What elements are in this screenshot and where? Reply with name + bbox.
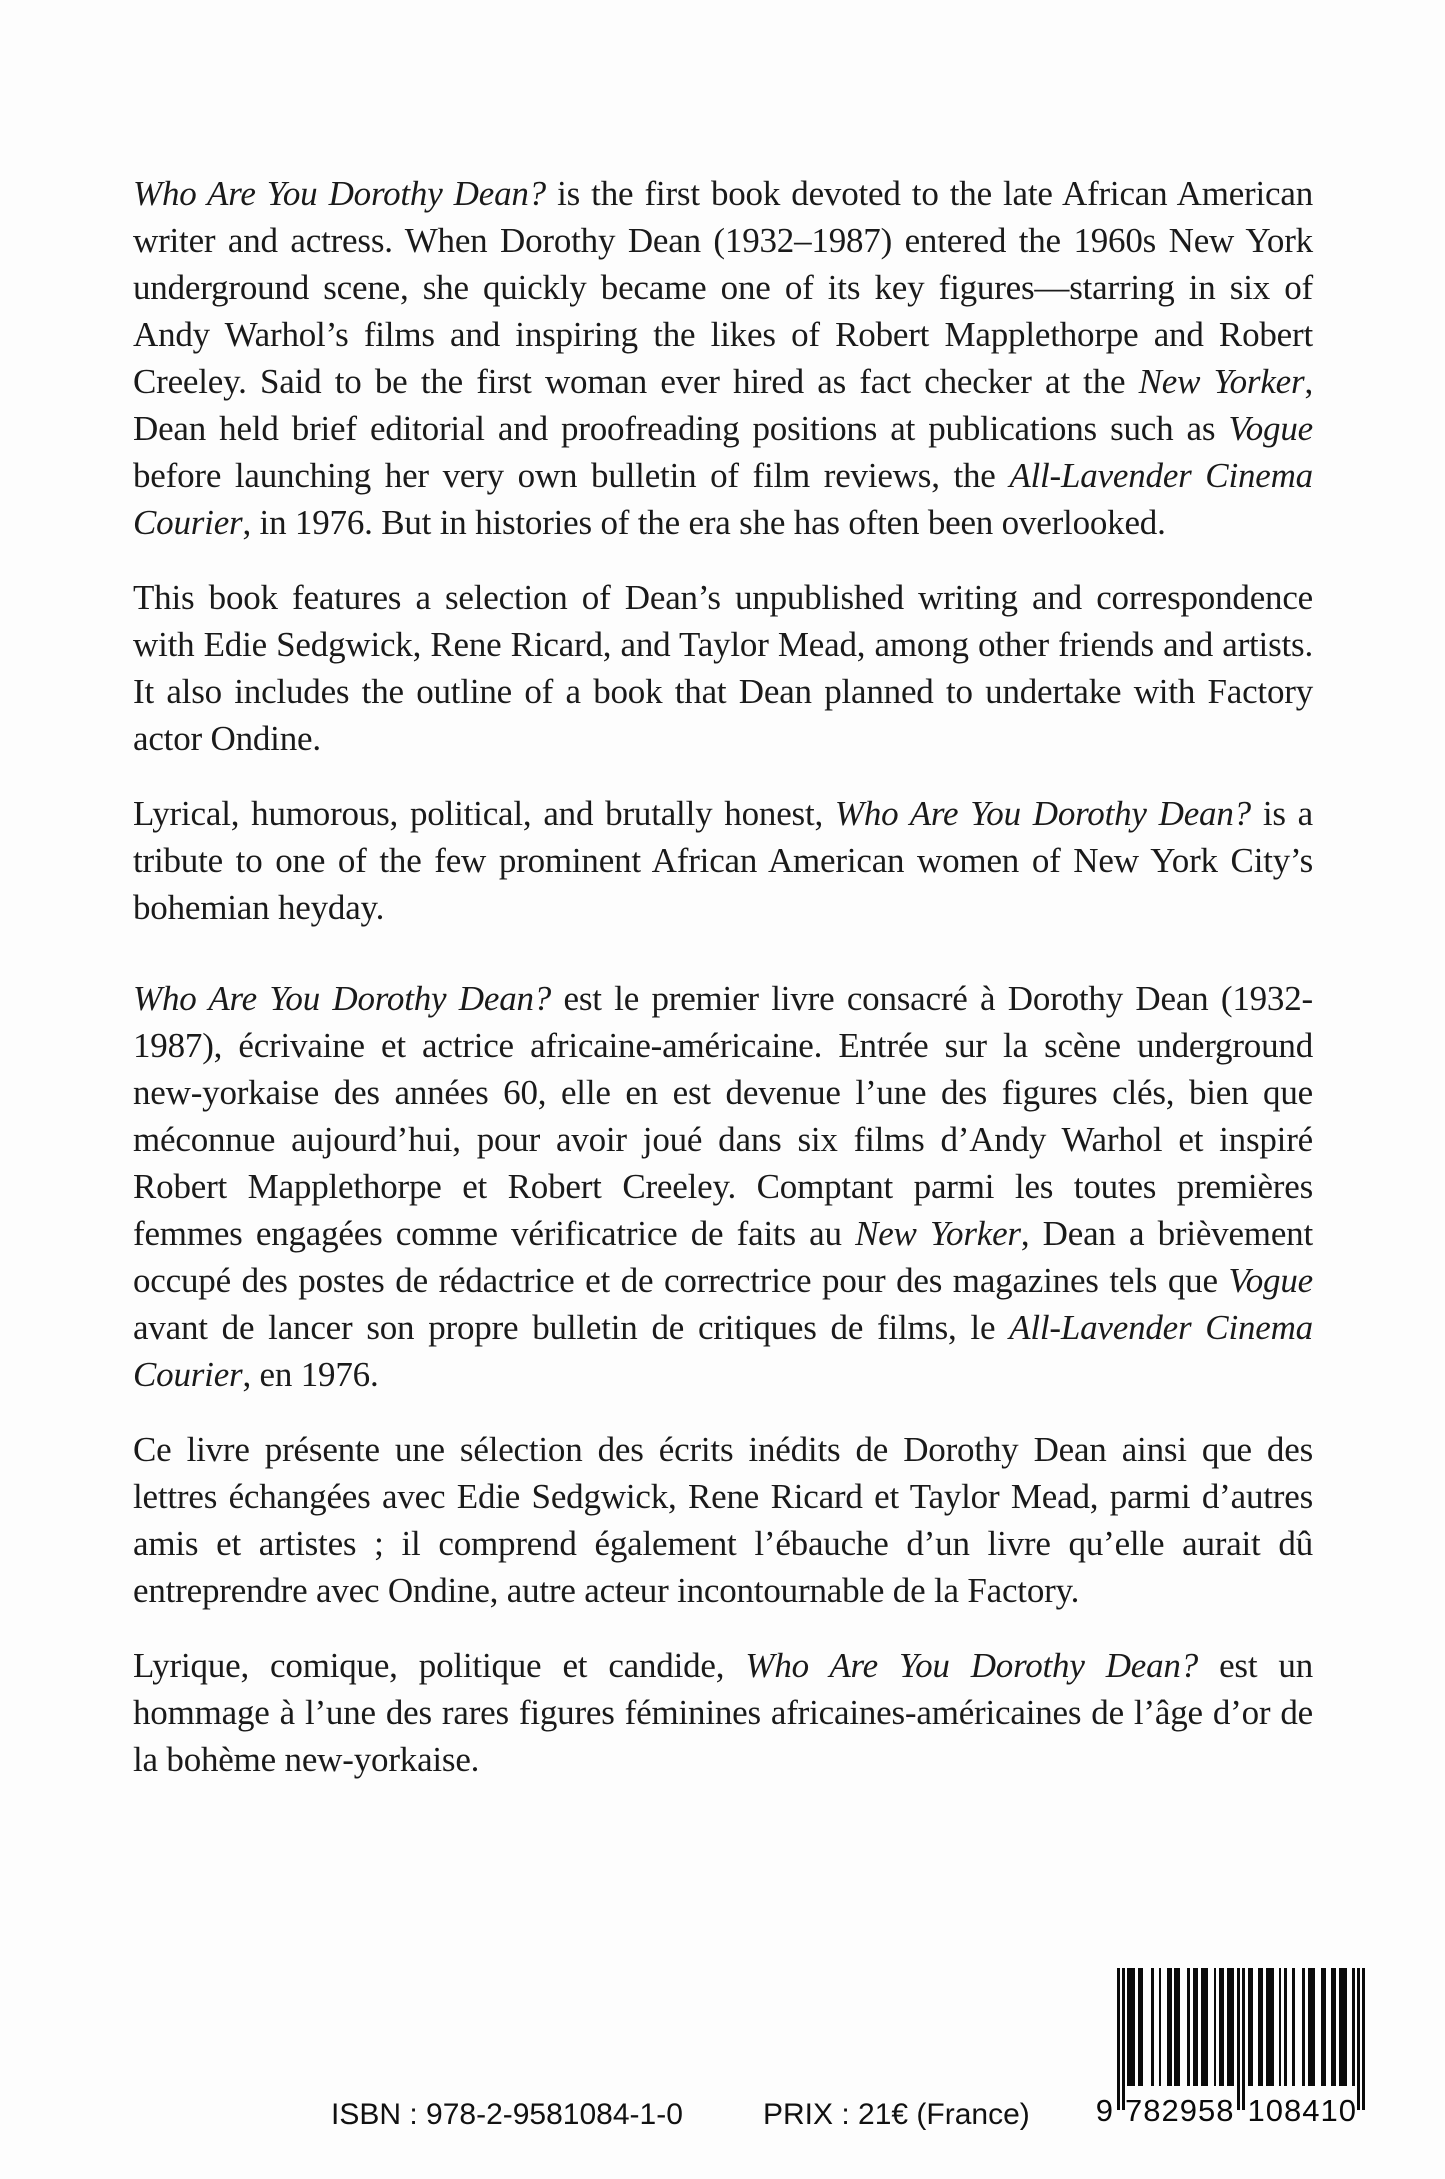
barcode-digits-right: 108410 bbox=[1247, 2093, 1357, 2128]
blurb-french bbox=[133, 975, 1313, 1783]
paragraph-en-3: Lyrical, humorous, political, and brutally honest, Who Are You Dorothy Dean? is a tribute to one of the few prominent African American women of New York City’s bohemian heyday. bbox=[133, 794, 1313, 927]
barcode-bars bbox=[1117, 1968, 1365, 2110]
paragraph-fr-2: Ce livre présente une sélection des écrits inédits de Dorothy Dean ainsi que des lettres échangées avec Edie Sedgwick, Rene Ricard et Taylor Mead, parmi d’autres amis et artistes ; il comprend également l’ébauche d’un livre qu’elle aurait dû entreprendre avec Ondine, autre acteur incontournable de la Factory. bbox=[133, 1430, 1313, 1610]
isbn-label: ISBN : 978-2-9581084-1-0 bbox=[331, 2098, 683, 2131]
price-label: PRIX : 21€ (France) bbox=[763, 2098, 1030, 2131]
barcode bbox=[1095, 1968, 1365, 2128]
barcode-digits-left: 782958 bbox=[1125, 2093, 1235, 2128]
paragraph-en-2: This book features a selection of Dean’s unpublished writing and correspondence with Edie Sedgwick, Rene Ricard, and Taylor Mead, among other friends and artists. It also includes the outline of a book that Dean planned to undertake with Factory actor Ondine. bbox=[133, 578, 1313, 758]
blurb-english bbox=[133, 170, 1313, 931]
blurb-column bbox=[133, 170, 1313, 1811]
paragraph-fr-3: Lyrique, comique, politique et candide, Who Are You Dorothy Dean? est un hommage à l’une des rares figures féminines africaines-américaines de l’âge d’or de la bohème new-yorkaise. bbox=[133, 1646, 1313, 1779]
paragraph-fr-1: Who Are You Dorothy Dean? est le premier livre consacré à Dorothy Dean (1932-1987), écrivaine et actrice africaine-américaine. Entrée sur la scène underground new-yorkaise des années 60, elle en est devenue l’une des figures clés, bien que méconnue aujourd’hui, pour avoir joué dans six films d’Andy Warhol et inspiré Robert Mapplethorpe et Robert Creeley. Comptant parmi les toutes premières femmes engagées comme vérificatrice de faits au New Yorker, Dean a brièvement occupé des postes de rédactrice et de correctrice pour des magazines tels que Vogue avant de lancer son propre bulletin de critiques de films, le All-Lavender Cinema Courier, en 1976. bbox=[133, 979, 1313, 1394]
paragraph-en-1: Who Are You Dorothy Dean? is the first book devoted to the late African American writer and actress. When Dorothy Dean (1932–1987) entered the 1960s New York underground scene, she quickly became one of its key figures—starring in six of Andy Warhol’s films and inspiring the likes of Robert Mapplethorpe and Robert Creeley. Said to be the first woman ever hired as fact checker at the New Yorker, Dean held brief editorial and proofreading positions at publications such as Vogue before launching her very own bulletin of film reviews, the All-Lavender Cinema Courier, in 1976. But in histories of the era she has often been overlooked. bbox=[133, 174, 1313, 542]
barcode-digit-lead: 9 bbox=[1095, 2093, 1113, 2128]
